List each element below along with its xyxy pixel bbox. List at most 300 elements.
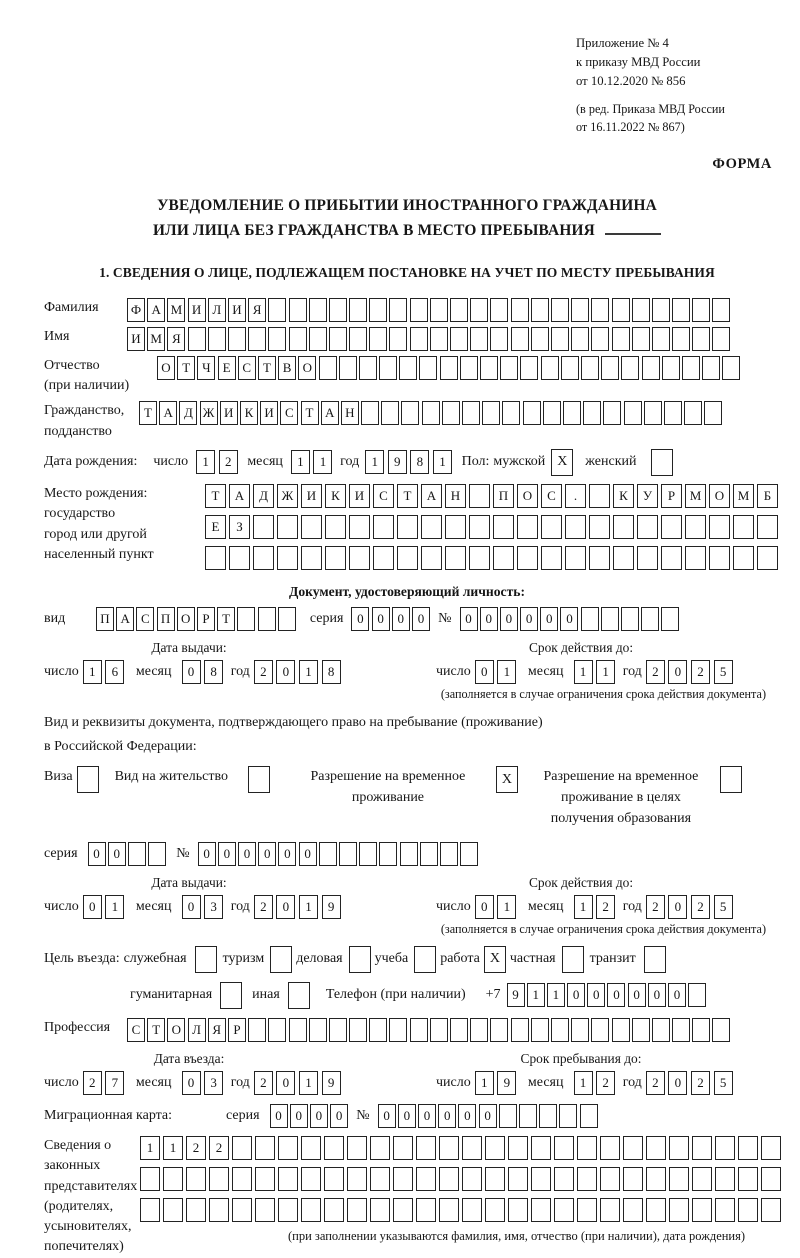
char-box[interactable]: А bbox=[229, 484, 250, 508]
digit-box[interactable]: 5 bbox=[714, 660, 733, 684]
char-box[interactable] bbox=[401, 401, 419, 425]
char-box[interactable] bbox=[662, 356, 680, 380]
purpose-work-checkbox[interactable]: X bbox=[484, 946, 506, 973]
char-box[interactable] bbox=[324, 1198, 344, 1222]
digit-box[interactable]: 0 bbox=[475, 660, 494, 684]
char-box[interactable]: О bbox=[177, 607, 195, 631]
char-box[interactable] bbox=[688, 983, 706, 1007]
char-box[interactable] bbox=[140, 1198, 160, 1222]
digit-box[interactable]: 1 bbox=[313, 450, 332, 474]
char-box[interactable]: И bbox=[228, 298, 246, 322]
char-box[interactable] bbox=[580, 1104, 598, 1128]
char-box[interactable] bbox=[440, 842, 458, 866]
char-box[interactable] bbox=[685, 515, 706, 539]
char-box[interactable]: Е bbox=[218, 356, 236, 380]
char-box[interactable]: 1 bbox=[547, 983, 565, 1007]
char-box[interactable] bbox=[733, 546, 754, 570]
char-box[interactable] bbox=[601, 356, 619, 380]
digit-box[interactable]: 2 bbox=[254, 660, 273, 684]
char-box[interactable]: А bbox=[321, 401, 339, 425]
char-box[interactable] bbox=[309, 298, 327, 322]
char-box[interactable]: 0 bbox=[88, 842, 106, 866]
char-box[interactable] bbox=[539, 1104, 557, 1128]
char-box[interactable] bbox=[469, 546, 490, 570]
char-box[interactable] bbox=[684, 401, 702, 425]
digit-box[interactable]: 1 bbox=[196, 450, 215, 474]
char-box[interactable]: Л bbox=[188, 1018, 206, 1042]
char-box[interactable]: Ч bbox=[197, 356, 215, 380]
char-box[interactable]: 0 bbox=[458, 1104, 476, 1128]
char-box[interactable] bbox=[601, 607, 619, 631]
digit-box[interactable]: 5 bbox=[714, 895, 733, 919]
char-box[interactable]: М bbox=[685, 484, 706, 508]
char-box[interactable] bbox=[278, 1136, 298, 1160]
char-box[interactable]: З bbox=[229, 515, 250, 539]
char-box[interactable] bbox=[541, 356, 559, 380]
char-box[interactable] bbox=[499, 1104, 517, 1128]
char-box[interactable] bbox=[589, 484, 610, 508]
char-box[interactable]: 0 bbox=[567, 983, 585, 1007]
char-box[interactable] bbox=[577, 1167, 597, 1191]
char-box[interactable] bbox=[450, 327, 468, 351]
char-box[interactable]: Я bbox=[208, 1018, 226, 1042]
char-box[interactable] bbox=[205, 546, 226, 570]
digit-box[interactable]: 2 bbox=[219, 450, 238, 474]
char-box[interactable]: О bbox=[298, 356, 316, 380]
char-box[interactable]: М bbox=[147, 327, 165, 351]
char-box[interactable] bbox=[253, 546, 274, 570]
char-box[interactable]: Д bbox=[179, 401, 197, 425]
char-box[interactable] bbox=[232, 1136, 252, 1160]
char-box[interactable]: П bbox=[493, 484, 514, 508]
char-box[interactable] bbox=[531, 1198, 551, 1222]
digit-box[interactable]: 1 bbox=[574, 895, 593, 919]
char-box[interactable] bbox=[581, 607, 599, 631]
char-box[interactable] bbox=[301, 515, 322, 539]
char-box[interactable] bbox=[229, 546, 250, 570]
digit-box[interactable]: 9 bbox=[388, 450, 407, 474]
char-box[interactable] bbox=[702, 356, 720, 380]
char-box[interactable] bbox=[482, 401, 500, 425]
char-box[interactable]: А bbox=[421, 484, 442, 508]
char-box[interactable] bbox=[278, 1198, 298, 1222]
char-box[interactable]: У bbox=[637, 484, 658, 508]
char-box[interactable] bbox=[511, 298, 529, 322]
char-box[interactable]: Е bbox=[205, 515, 226, 539]
char-box[interactable]: 0 bbox=[668, 983, 686, 1007]
char-box[interactable] bbox=[420, 842, 438, 866]
char-box[interactable]: Я bbox=[248, 298, 266, 322]
char-box[interactable]: 0 bbox=[258, 842, 276, 866]
char-box[interactable] bbox=[421, 515, 442, 539]
char-box[interactable] bbox=[347, 1198, 367, 1222]
char-box[interactable] bbox=[277, 515, 298, 539]
char-box[interactable] bbox=[661, 607, 679, 631]
digit-box[interactable]: 0 bbox=[182, 895, 201, 919]
char-box[interactable]: 0 bbox=[299, 842, 317, 866]
char-box[interactable] bbox=[370, 1136, 390, 1160]
char-box[interactable]: 1 bbox=[163, 1136, 183, 1160]
char-box[interactable] bbox=[268, 1018, 286, 1042]
char-box[interactable]: Я bbox=[167, 327, 185, 351]
char-box[interactable] bbox=[551, 298, 569, 322]
char-box[interactable] bbox=[381, 401, 399, 425]
char-box[interactable]: 0 bbox=[378, 1104, 396, 1128]
char-box[interactable]: И bbox=[188, 298, 206, 322]
char-box[interactable] bbox=[186, 1198, 206, 1222]
digit-box[interactable]: 3 bbox=[204, 1071, 223, 1095]
char-box[interactable] bbox=[554, 1136, 574, 1160]
residence-permit-checkbox[interactable] bbox=[248, 766, 270, 793]
char-box[interactable] bbox=[692, 1198, 712, 1222]
visa-checkbox[interactable] bbox=[77, 766, 99, 793]
char-box[interactable]: 0 bbox=[392, 607, 410, 631]
char-box[interactable] bbox=[692, 1136, 712, 1160]
char-box[interactable] bbox=[623, 1167, 643, 1191]
digit-box[interactable]: 5 bbox=[714, 1071, 733, 1095]
char-box[interactable]: П bbox=[96, 607, 114, 631]
char-box[interactable]: И bbox=[220, 401, 238, 425]
digit-box[interactable]: 2 bbox=[646, 895, 665, 919]
char-box[interactable]: С bbox=[136, 607, 154, 631]
char-box[interactable] bbox=[410, 327, 428, 351]
char-box[interactable]: Б bbox=[757, 484, 778, 508]
char-box[interactable] bbox=[462, 401, 480, 425]
char-box[interactable] bbox=[519, 1104, 537, 1128]
char-box[interactable] bbox=[565, 515, 586, 539]
purpose-official-checkbox[interactable] bbox=[195, 946, 217, 973]
char-box[interactable] bbox=[554, 1167, 574, 1191]
char-box[interactable]: А bbox=[116, 607, 134, 631]
char-box[interactable]: Т bbox=[397, 484, 418, 508]
char-box[interactable]: 0 bbox=[480, 607, 498, 631]
char-box[interactable] bbox=[430, 327, 448, 351]
char-box[interactable] bbox=[369, 298, 387, 322]
char-box[interactable] bbox=[613, 546, 634, 570]
char-box[interactable]: 0 bbox=[278, 842, 296, 866]
char-box[interactable] bbox=[258, 607, 276, 631]
digit-box[interactable]: 6 bbox=[105, 660, 124, 684]
digit-box[interactable]: 1 bbox=[299, 660, 318, 684]
char-box[interactable] bbox=[577, 1136, 597, 1160]
char-box[interactable] bbox=[393, 1136, 413, 1160]
char-box[interactable] bbox=[490, 1018, 508, 1042]
char-box[interactable]: Т bbox=[258, 356, 276, 380]
char-box[interactable] bbox=[228, 327, 246, 351]
char-box[interactable]: 1 bbox=[140, 1136, 160, 1160]
digit-box[interactable]: 7 bbox=[105, 1071, 124, 1095]
char-box[interactable] bbox=[757, 515, 778, 539]
char-box[interactable] bbox=[669, 1136, 689, 1160]
char-box[interactable] bbox=[237, 607, 255, 631]
char-box[interactable] bbox=[571, 1018, 589, 1042]
digit-box[interactable]: 0 bbox=[668, 895, 687, 919]
char-box[interactable]: М bbox=[167, 298, 185, 322]
char-box[interactable]: 0 bbox=[290, 1104, 308, 1128]
char-box[interactable] bbox=[439, 1198, 459, 1222]
char-box[interactable]: 0 bbox=[372, 607, 390, 631]
char-box[interactable] bbox=[400, 842, 418, 866]
char-box[interactable] bbox=[490, 298, 508, 322]
char-box[interactable] bbox=[389, 327, 407, 351]
char-box[interactable] bbox=[462, 1136, 482, 1160]
char-box[interactable]: Т bbox=[205, 484, 226, 508]
char-box[interactable] bbox=[186, 1167, 206, 1191]
purpose-tourism-checkbox[interactable] bbox=[270, 946, 292, 973]
char-box[interactable] bbox=[460, 842, 478, 866]
char-box[interactable] bbox=[490, 327, 508, 351]
char-box[interactable]: Т bbox=[139, 401, 157, 425]
char-box[interactable] bbox=[541, 515, 562, 539]
char-box[interactable]: 0 bbox=[587, 983, 605, 1007]
char-box[interactable] bbox=[410, 1018, 428, 1042]
char-box[interactable] bbox=[637, 515, 658, 539]
char-box[interactable] bbox=[421, 546, 442, 570]
digit-box[interactable]: 2 bbox=[646, 660, 665, 684]
char-box[interactable] bbox=[632, 1018, 650, 1042]
char-box[interactable] bbox=[623, 1136, 643, 1160]
char-box[interactable]: Т bbox=[177, 356, 195, 380]
char-box[interactable] bbox=[600, 1136, 620, 1160]
char-box[interactable] bbox=[329, 1018, 347, 1042]
char-box[interactable] bbox=[361, 401, 379, 425]
digit-box[interactable]: 3 bbox=[204, 895, 223, 919]
char-box[interactable] bbox=[255, 1167, 275, 1191]
char-box[interactable] bbox=[523, 401, 541, 425]
temporary-residence-checkbox[interactable]: X bbox=[496, 766, 518, 793]
char-box[interactable] bbox=[370, 1198, 390, 1222]
char-box[interactable]: 2 bbox=[186, 1136, 206, 1160]
char-box[interactable]: 0 bbox=[520, 607, 538, 631]
purpose-private-checkbox[interactable] bbox=[562, 946, 584, 973]
char-box[interactable] bbox=[583, 401, 601, 425]
char-box[interactable] bbox=[646, 1167, 666, 1191]
digit-box[interactable]: 0 bbox=[668, 1071, 687, 1095]
digit-box[interactable]: 0 bbox=[475, 895, 494, 919]
char-box[interactable] bbox=[712, 298, 730, 322]
digit-box[interactable]: 1 bbox=[299, 1071, 318, 1095]
char-box[interactable] bbox=[393, 1167, 413, 1191]
char-box[interactable]: Н bbox=[341, 401, 359, 425]
char-box[interactable] bbox=[603, 401, 621, 425]
char-box[interactable] bbox=[589, 546, 610, 570]
char-box[interactable]: 9 bbox=[507, 983, 525, 1007]
char-box[interactable] bbox=[445, 546, 466, 570]
char-box[interactable] bbox=[416, 1198, 436, 1222]
char-box[interactable] bbox=[682, 356, 700, 380]
char-box[interactable] bbox=[624, 401, 642, 425]
char-box[interactable] bbox=[289, 298, 307, 322]
char-box[interactable]: С bbox=[373, 484, 394, 508]
char-box[interactable] bbox=[430, 1018, 448, 1042]
char-box[interactable] bbox=[571, 327, 589, 351]
char-box[interactable] bbox=[646, 1136, 666, 1160]
char-box[interactable] bbox=[470, 327, 488, 351]
purpose-transit-checkbox[interactable] bbox=[644, 946, 666, 973]
char-box[interactable] bbox=[589, 515, 610, 539]
char-box[interactable] bbox=[637, 546, 658, 570]
digit-box[interactable]: 0 bbox=[182, 1071, 201, 1095]
char-box[interactable]: П bbox=[157, 607, 175, 631]
char-box[interactable]: К bbox=[325, 484, 346, 508]
char-box[interactable]: Р bbox=[197, 607, 215, 631]
char-box[interactable] bbox=[621, 607, 639, 631]
char-box[interactable] bbox=[469, 515, 490, 539]
char-box[interactable] bbox=[531, 298, 549, 322]
char-box[interactable]: О bbox=[709, 484, 730, 508]
char-box[interactable] bbox=[517, 546, 538, 570]
char-box[interactable] bbox=[469, 484, 490, 508]
char-box[interactable]: О bbox=[517, 484, 538, 508]
char-box[interactable] bbox=[301, 1198, 321, 1222]
digit-box[interactable]: 0 bbox=[276, 1071, 295, 1095]
char-box[interactable]: Р bbox=[661, 484, 682, 508]
char-box[interactable] bbox=[761, 1198, 781, 1222]
char-box[interactable] bbox=[531, 1167, 551, 1191]
char-box[interactable] bbox=[309, 1018, 327, 1042]
char-box[interactable] bbox=[462, 1167, 482, 1191]
char-box[interactable] bbox=[642, 356, 660, 380]
digit-box[interactable]: 2 bbox=[254, 1071, 273, 1095]
char-box[interactable]: Т bbox=[217, 607, 235, 631]
digit-box[interactable]: 9 bbox=[322, 1071, 341, 1095]
char-box[interactable]: И bbox=[260, 401, 278, 425]
char-box[interactable] bbox=[209, 1198, 229, 1222]
char-box[interactable] bbox=[641, 607, 659, 631]
char-box[interactable] bbox=[551, 1018, 569, 1042]
digit-box[interactable]: 1 bbox=[596, 660, 615, 684]
digit-box[interactable]: 9 bbox=[322, 895, 341, 919]
char-box[interactable] bbox=[559, 1104, 577, 1128]
char-box[interactable] bbox=[248, 1018, 266, 1042]
digit-box[interactable]: 2 bbox=[646, 1071, 665, 1095]
char-box[interactable] bbox=[439, 1167, 459, 1191]
char-box[interactable] bbox=[722, 356, 740, 380]
char-box[interactable] bbox=[339, 842, 357, 866]
char-box[interactable] bbox=[632, 298, 650, 322]
char-box[interactable] bbox=[209, 1167, 229, 1191]
char-box[interactable]: 0 bbox=[412, 607, 430, 631]
char-box[interactable] bbox=[565, 546, 586, 570]
char-box[interactable]: 0 bbox=[648, 983, 666, 1007]
char-box[interactable]: 0 bbox=[460, 607, 478, 631]
char-box[interactable] bbox=[600, 1167, 620, 1191]
char-box[interactable] bbox=[278, 607, 296, 631]
char-box[interactable] bbox=[379, 842, 397, 866]
char-box[interactable] bbox=[692, 327, 710, 351]
digit-box[interactable]: 8 bbox=[322, 660, 341, 684]
char-box[interactable] bbox=[319, 842, 337, 866]
char-box[interactable] bbox=[738, 1198, 758, 1222]
char-box[interactable]: А bbox=[159, 401, 177, 425]
char-box[interactable] bbox=[289, 1018, 307, 1042]
char-box[interactable] bbox=[646, 1198, 666, 1222]
char-box[interactable] bbox=[661, 515, 682, 539]
char-box[interactable] bbox=[591, 1018, 609, 1042]
char-box[interactable] bbox=[672, 327, 690, 351]
char-box[interactable]: С bbox=[541, 484, 562, 508]
char-box[interactable] bbox=[709, 515, 730, 539]
digit-box[interactable]: 2 bbox=[83, 1071, 102, 1095]
char-box[interactable] bbox=[672, 298, 690, 322]
char-box[interactable] bbox=[757, 546, 778, 570]
char-box[interactable] bbox=[554, 1198, 574, 1222]
char-box[interactable] bbox=[462, 1198, 482, 1222]
char-box[interactable] bbox=[664, 401, 682, 425]
char-box[interactable] bbox=[277, 546, 298, 570]
char-box[interactable] bbox=[163, 1167, 183, 1191]
char-box[interactable] bbox=[440, 356, 458, 380]
char-box[interactable] bbox=[733, 515, 754, 539]
char-box[interactable] bbox=[485, 1198, 505, 1222]
char-box[interactable]: В bbox=[278, 356, 296, 380]
char-box[interactable] bbox=[208, 327, 226, 351]
char-box[interactable] bbox=[373, 546, 394, 570]
digit-box[interactable]: 1 bbox=[83, 660, 102, 684]
char-box[interactable] bbox=[370, 1167, 390, 1191]
char-box[interactable] bbox=[612, 1018, 630, 1042]
char-box[interactable] bbox=[445, 515, 466, 539]
char-box[interactable]: С bbox=[238, 356, 256, 380]
char-box[interactable]: 0 bbox=[198, 842, 216, 866]
char-box[interactable] bbox=[531, 327, 549, 351]
digit-box[interactable]: 1 bbox=[574, 1071, 593, 1095]
char-box[interactable]: 0 bbox=[270, 1104, 288, 1128]
char-box[interactable] bbox=[329, 327, 347, 351]
char-box[interactable] bbox=[644, 401, 662, 425]
char-box[interactable] bbox=[661, 546, 682, 570]
char-box[interactable]: К bbox=[240, 401, 258, 425]
char-box[interactable] bbox=[253, 515, 274, 539]
char-box[interactable]: 0 bbox=[108, 842, 126, 866]
char-box[interactable] bbox=[715, 1198, 735, 1222]
char-box[interactable] bbox=[485, 1136, 505, 1160]
char-box[interactable]: Н bbox=[445, 484, 466, 508]
digit-box[interactable]: 2 bbox=[596, 895, 615, 919]
char-box[interactable] bbox=[369, 327, 387, 351]
char-box[interactable]: К bbox=[613, 484, 634, 508]
char-box[interactable] bbox=[761, 1136, 781, 1160]
char-box[interactable]: 0 bbox=[218, 842, 236, 866]
char-box[interactable]: 0 bbox=[418, 1104, 436, 1128]
char-box[interactable] bbox=[571, 298, 589, 322]
char-box[interactable] bbox=[339, 356, 357, 380]
char-box[interactable] bbox=[543, 401, 561, 425]
char-box[interactable] bbox=[493, 546, 514, 570]
char-box[interactable] bbox=[669, 1198, 689, 1222]
char-box[interactable] bbox=[502, 401, 520, 425]
char-box[interactable] bbox=[410, 298, 428, 322]
digit-box[interactable]: 1 bbox=[497, 895, 516, 919]
char-box[interactable] bbox=[319, 356, 337, 380]
char-box[interactable]: Ф bbox=[127, 298, 145, 322]
char-box[interactable] bbox=[551, 327, 569, 351]
char-box[interactable] bbox=[324, 1136, 344, 1160]
char-box[interactable] bbox=[389, 1018, 407, 1042]
digit-box[interactable]: 2 bbox=[596, 1071, 615, 1095]
char-box[interactable]: М bbox=[733, 484, 754, 508]
char-box[interactable] bbox=[623, 1198, 643, 1222]
char-box[interactable]: 0 bbox=[398, 1104, 416, 1128]
char-box[interactable]: С bbox=[280, 401, 298, 425]
temporary-residence-education-checkbox[interactable] bbox=[720, 766, 742, 793]
char-box[interactable] bbox=[188, 327, 206, 351]
char-box[interactable] bbox=[738, 1167, 758, 1191]
char-box[interactable] bbox=[600, 1198, 620, 1222]
char-box[interactable] bbox=[301, 1136, 321, 1160]
char-box[interactable] bbox=[430, 298, 448, 322]
digit-box[interactable]: 2 bbox=[691, 1071, 710, 1095]
